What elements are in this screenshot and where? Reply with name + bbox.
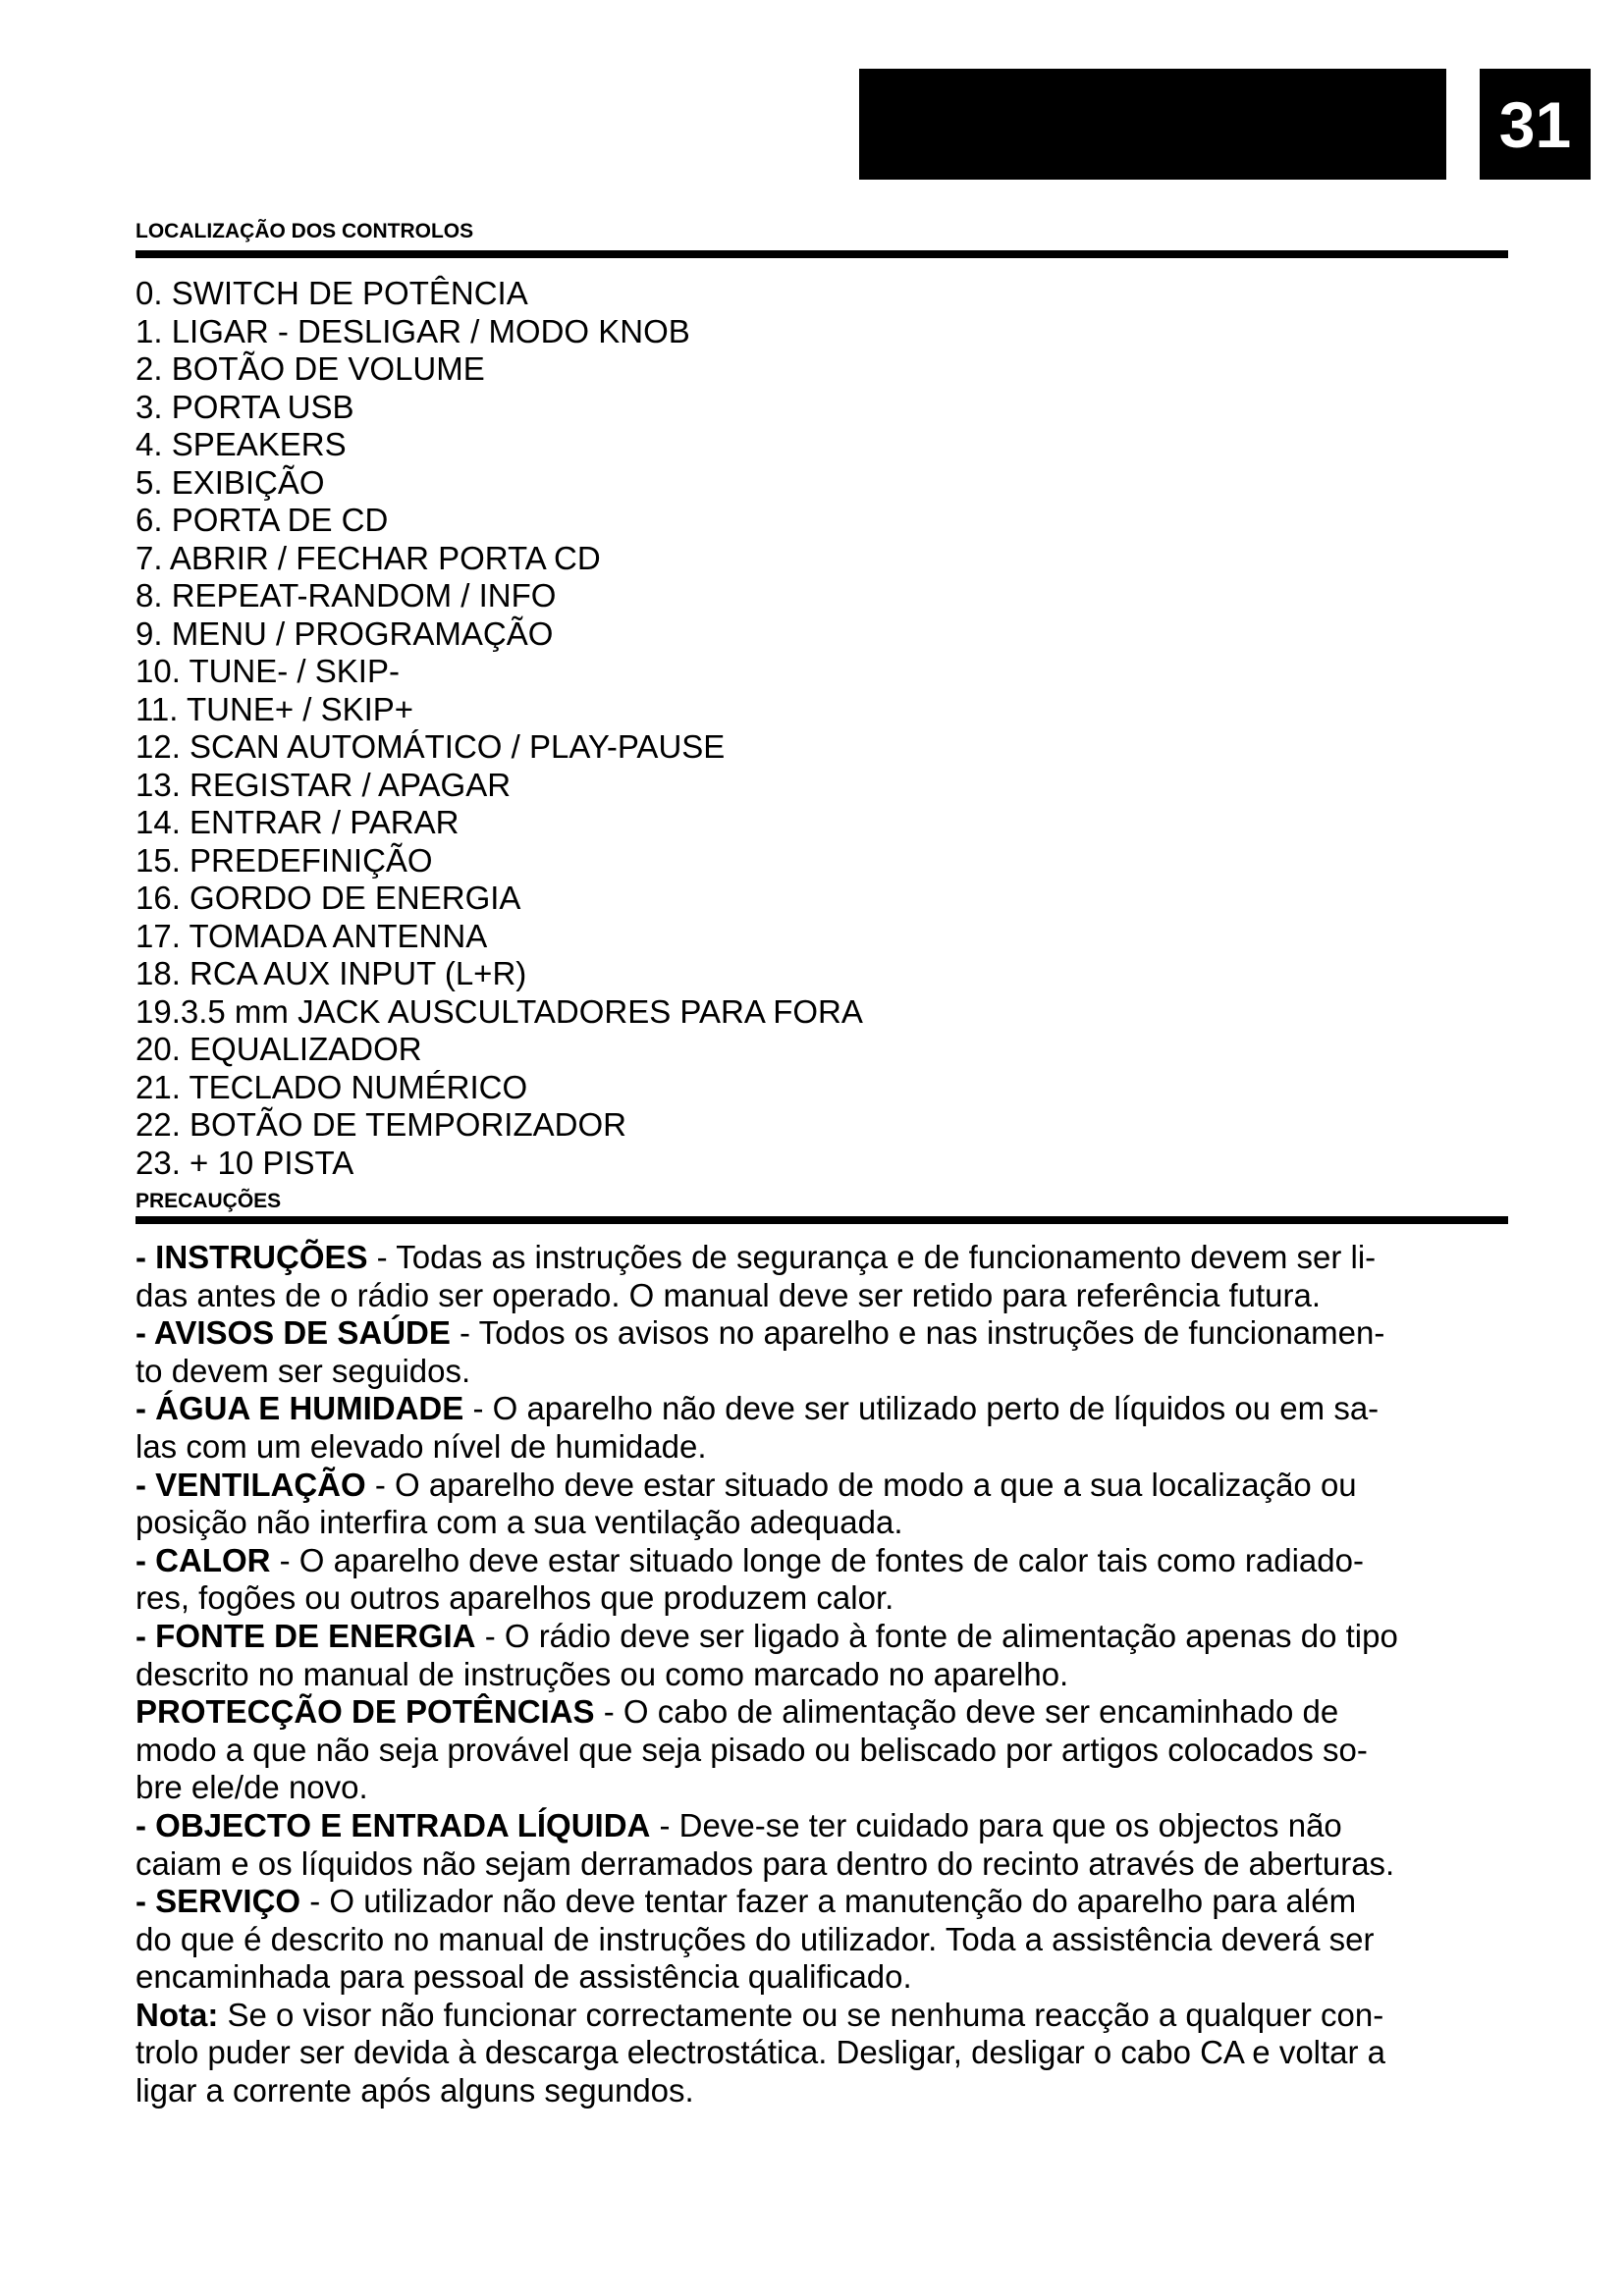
control-item: 14. ENTRAR / PARAR (135, 804, 460, 840)
precaution-line (135, 1314, 1510, 1353)
control-item: 10. TUNE- / SKIP- (135, 653, 400, 689)
precaution-line (135, 1542, 1510, 1580)
controls-section-rule (135, 250, 1508, 258)
header-bar (859, 69, 1446, 180)
page-number: 31 (1480, 69, 1591, 180)
precaution-heading: - FONTE DE ENERGIA (135, 1617, 476, 1654)
precaution-line (135, 1997, 1510, 2035)
precaution-line (135, 2034, 1510, 2072)
precaution-text: - O utilizador não deve tentar fazer a manutenção do aparelho para além (300, 1883, 1357, 1920)
precautions-section-rule (135, 1216, 1508, 1224)
precaution-line (135, 1656, 1510, 1694)
precaution-line (135, 1693, 1510, 1732)
control-item: 20. EQUALIZADOR (135, 1031, 422, 1067)
control-item: 16. GORDO DE ENERGIA (135, 880, 521, 916)
precaution-line (135, 1428, 1510, 1467)
control-item: 19.3.5 mm JACK AUSCULTADORES PARA FORA (135, 992, 863, 1030)
precaution-line (135, 1579, 1510, 1618)
control-item: 13. REGISTAR / APAGAR (135, 766, 512, 803)
precaution-heading: - INSTRUÇÕES (135, 1239, 368, 1275)
precaution-text: ligar a corrente após alguns segundos. (135, 2072, 694, 2109)
precaution-line (135, 1921, 1510, 1959)
control-item: 7. ABRIR / FECHAR PORTA CD (135, 539, 601, 576)
precaution-text: - O cabo de alimentação deve ser encaminhado de (594, 1693, 1339, 1731)
precaution-text: das antes de o rádio ser operado. O manual deve ser retido para referência futura. (135, 1276, 1322, 1313)
precaution-text: - O aparelho deve estar situado de modo a que a sua localização ou (365, 1466, 1357, 1503)
precaution-text: - O aparelho deve estar situado longe de fontes de calor tais como radiado- (270, 1541, 1364, 1578)
precautions-section-title: PRECAUÇÕES (135, 1190, 282, 1212)
precaution-text: - Todos os avisos no aparelho e nas instruções de funcionamen- (450, 1314, 1385, 1352)
control-item: 4. SPEAKERS (135, 426, 347, 462)
precaution-line (135, 1807, 1510, 1845)
precaution-line (135, 1239, 1510, 1277)
precaution-line (135, 1845, 1510, 1884)
precaution-text: trolo puder ser devida à descarga electrostática. Desligar, desligar o cabo CA e voltar a (135, 2034, 1386, 2071)
precaution-heading: - CALOR (135, 1541, 271, 1578)
precaution-text: las com um elevado nível de humidade. (135, 1427, 707, 1465)
controls-section-title: LOCALIZAÇÃO DOS CONTROLOS (135, 220, 474, 242)
precaution-heading: - ÁGUA E HUMIDADE (135, 1390, 464, 1427)
control-item: 8. REPEAT-RANDOM / INFO (135, 577, 557, 614)
precaution-line (135, 1277, 1510, 1315)
precaution-text: descrito no manual de instruções ou como marcado no aparelho. (135, 1655, 1069, 1692)
precaution-line (135, 2072, 1510, 2110)
precaution-text: res, fogões ou outros aparelhos que produzem calor. (135, 1579, 894, 1617)
precautions-body (135, 1239, 1510, 2110)
precaution-text: - O aparelho não deve ser utilizado perto de líquidos ou em sa- (463, 1390, 1380, 1427)
control-item: 15. PREDEFINIÇÃO (135, 841, 433, 879)
control-item: 18. RCA AUX INPUT (L+R) (135, 955, 527, 991)
precaution-line (135, 1958, 1510, 1997)
precaution-heading: - AVISOS DE SAÚDE (135, 1314, 451, 1352)
precaution-text: modo a que não seja provável que seja pisado ou beliscado por artigos colocados so- (135, 1731, 1368, 1768)
precaution-text: - Todas as instruções de segurança e de funcionamento devem ser li- (367, 1239, 1377, 1275)
precaution-text: - Deve-se ter cuidado para que os objectos não (650, 1806, 1342, 1843)
precaution-heading: PROTECÇÃO DE POTÊNCIAS (135, 1693, 595, 1731)
precaution-heading: Nota: (135, 1996, 219, 2033)
control-item: 23. + 10 PISTA (135, 1144, 354, 1181)
precaution-text: do que é descrito no manual de instruções do utilizador. Toda a assistência deverá ser (135, 1920, 1375, 1957)
precaution-text: caiam e os líquidos não sejam derramados para dentro do recinto através de aberturas. (135, 1844, 1395, 1882)
control-item: 2. BOTÃO DE VOLUME (135, 350, 485, 387)
precaution-line (135, 1467, 1510, 1505)
control-item: 3. PORTA USB (135, 388, 354, 425)
precaution-line (135, 1883, 1510, 1921)
precaution-text: posição não interfira com a sua ventilação adequada. (135, 1504, 903, 1541)
control-item: 0. SWITCH DE POTÊNCIA (135, 275, 528, 311)
precaution-text: bre ele/de novo. (135, 1769, 368, 1806)
precaution-text: - O rádio deve ser ligado à fonte de alimentação apenas do tipo (475, 1617, 1398, 1654)
precaution-line (135, 1618, 1510, 1656)
precaution-line (135, 1390, 1510, 1428)
controls-list (135, 275, 863, 1182)
precaution-line (135, 1732, 1510, 1770)
precaution-heading: - OBJECTO E ENTRADA LÍQUIDA (135, 1806, 651, 1843)
control-item: 22. BOTÃO DE TEMPORIZADOR (135, 1106, 626, 1143)
control-item: 17. TOMADA ANTENNA (135, 917, 488, 954)
precaution-text: encaminhada para pessoal de assistência qualificado. (135, 1958, 912, 1996)
precaution-text: to devem ser seguidos. (135, 1352, 471, 1389)
precaution-text: Se o visor não funcionar correctamente ou se nenhuma reacção a qualquer con- (218, 1996, 1384, 2033)
control-item: 9. MENU / PROGRAMAÇÃO (135, 614, 554, 652)
precaution-line (135, 1769, 1510, 1807)
control-item: 11. TUNE+ / SKIP+ (135, 690, 414, 727)
precaution-heading: - VENTILAÇÃO (135, 1466, 366, 1503)
control-item: 5. EXIBIÇÃO (135, 463, 325, 501)
control-item: 12. SCAN AUTOMÁTICO / PLAY-PAUSE (135, 728, 726, 765)
precaution-heading: - SERVIÇO (135, 1883, 301, 1920)
control-item: 6. PORTA DE CD (135, 502, 389, 538)
control-item: 21. TECLADO NUMÉRICO (135, 1068, 528, 1105)
control-item: 1. LIGAR - DESLIGAR / MODO KNOB (135, 312, 690, 349)
precaution-line (135, 1504, 1510, 1542)
precaution-line (135, 1353, 1510, 1391)
